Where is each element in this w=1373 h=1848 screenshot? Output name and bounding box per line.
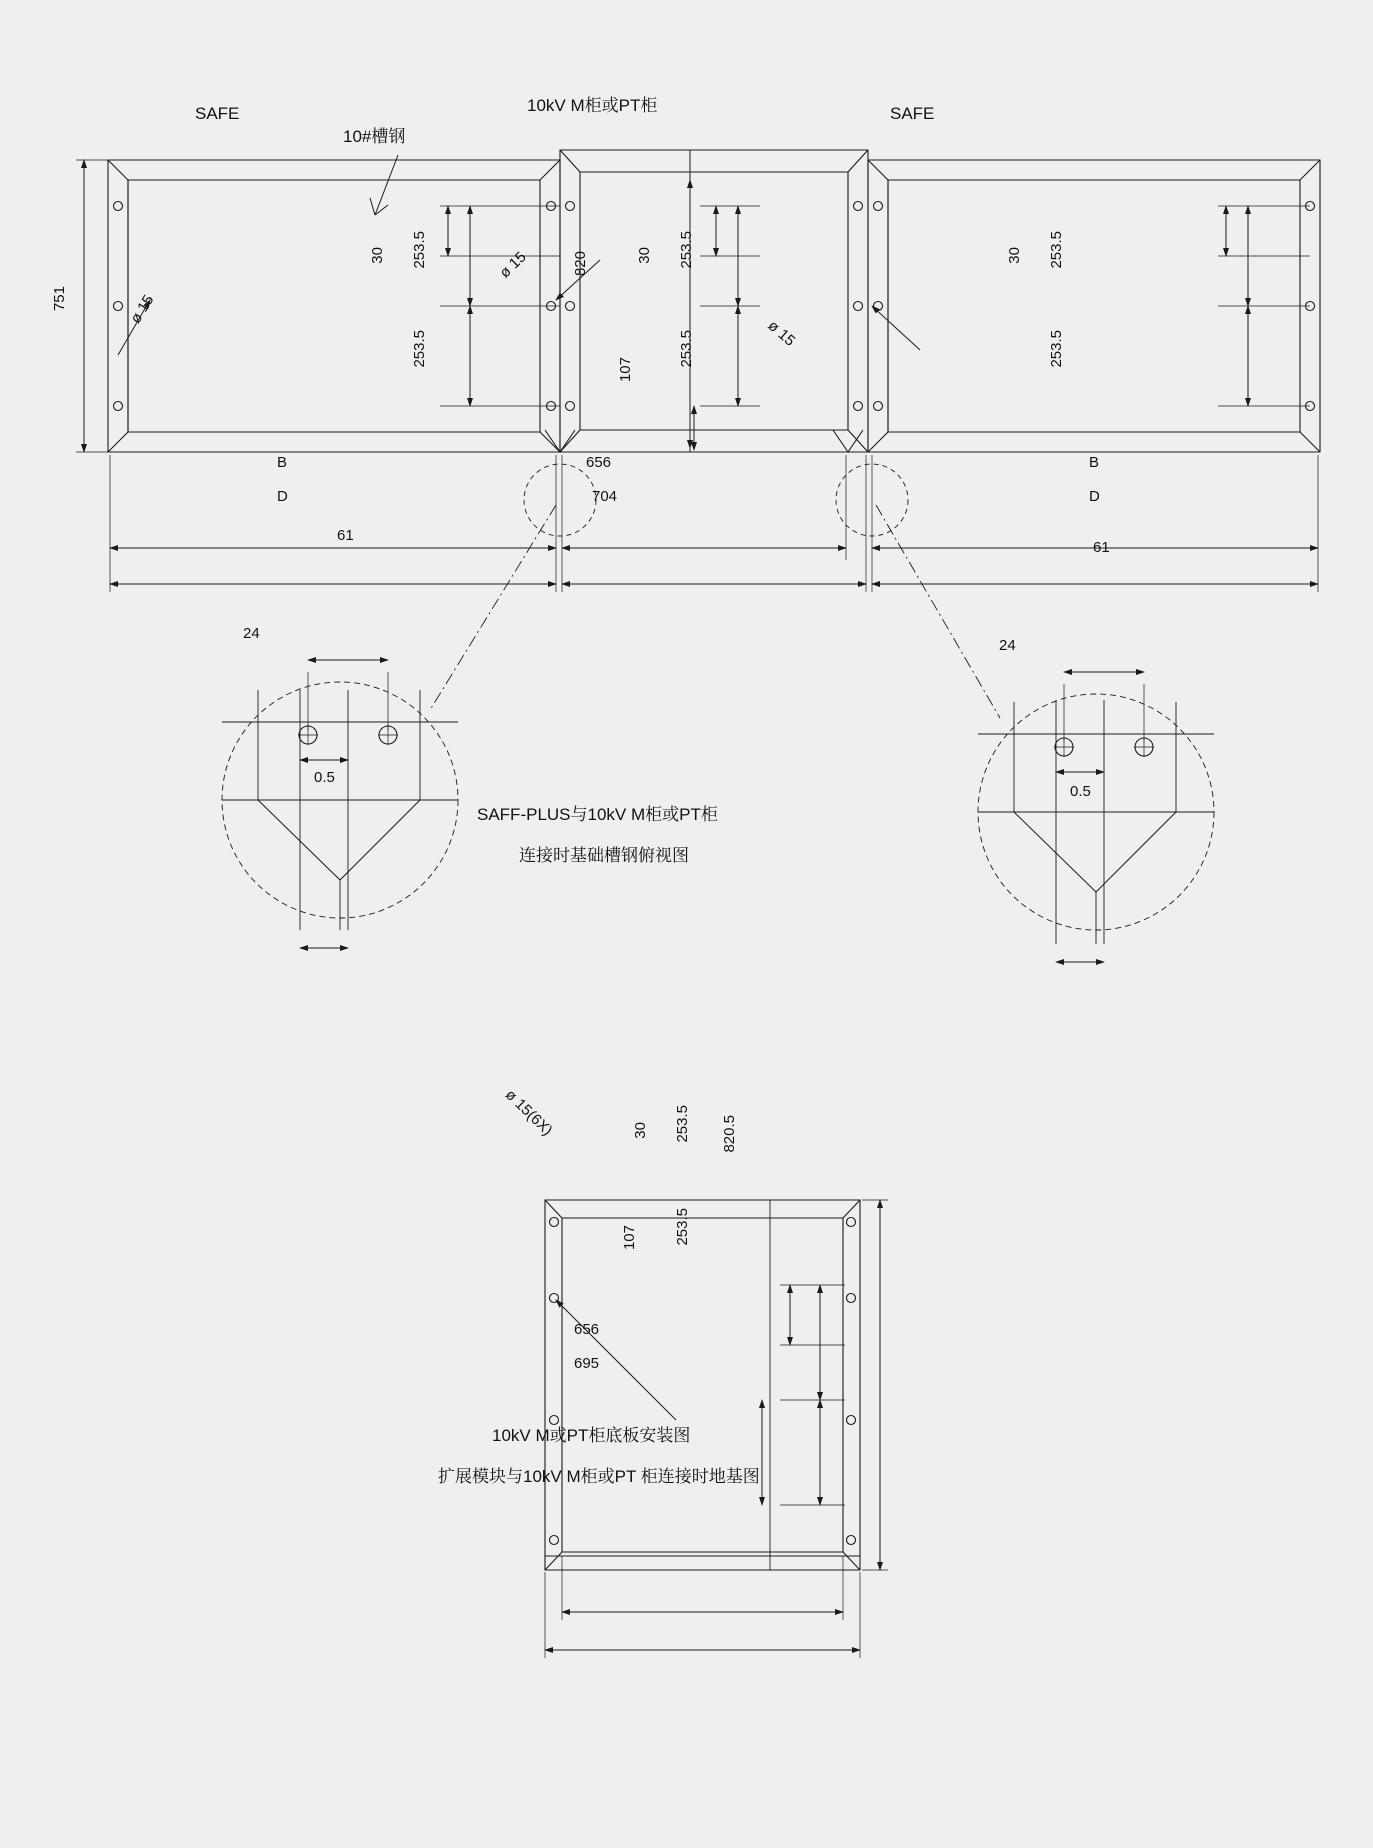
dim-30-right: 30	[636, 247, 653, 264]
detail-right-gap: 0.5	[1070, 783, 1091, 800]
dim-2535-right-top: 253.5	[678, 231, 695, 269]
detail-right-inner: 24	[999, 637, 1016, 654]
dim-656: 656	[586, 454, 612, 471]
top-view-caption-line1: SAFF-PLUS与10kV M柜或PT柜	[477, 805, 718, 824]
detail-left-width: 61	[337, 527, 354, 544]
bottom-dim-2535-bottom: 253.5	[674, 1208, 691, 1246]
dim-2535-right-bottom: 253.5	[678, 330, 695, 368]
dim-left-height: 751	[51, 286, 68, 312]
channel-steel-label: 10#槽钢	[343, 127, 406, 146]
dim-2535-far-right-top: 253.5	[1048, 231, 1065, 269]
bottom-dim-695: 695	[574, 1355, 600, 1372]
hole-dia-left-icon: ø 15	[127, 292, 158, 327]
dim-d-left: D	[277, 488, 288, 505]
dim-107: 107	[617, 357, 634, 383]
bottom-dim-30: 30	[632, 1122, 649, 1139]
bottom-hole-dia-icon: ø 15(6X)	[501, 1086, 556, 1140]
bottom-dim-656: 656	[574, 1321, 600, 1338]
dim-2535-far-right-bottom: 253.5	[1048, 330, 1065, 368]
detail-left-inner: 24	[243, 625, 260, 642]
dim-704: 704	[592, 488, 618, 505]
detail-left-gap: 0.5	[314, 769, 335, 786]
bottom-dim-2535-top: 253.5	[674, 1105, 691, 1143]
bottom-view-caption-line1: 10kV M或PT柜底板安装图	[492, 1426, 691, 1445]
bottom-dim-107: 107	[621, 1225, 638, 1251]
left-cabinet-label: SAFE	[195, 104, 240, 123]
dim-b-right: B	[1089, 454, 1100, 471]
top-view-caption-line2: 连接时基础槽钢俯视图	[519, 846, 689, 865]
dim-d-right: D	[1089, 488, 1100, 505]
right-cabinet-label: SAFE	[890, 104, 935, 123]
center-cabinet-label: 10kV M柜或PT柜	[527, 96, 658, 115]
dim-b-left: B	[277, 454, 288, 471]
bottom-view-caption-line2: 扩展模块与10kV M柜或PT 柜连接时地基图	[438, 1467, 760, 1486]
dim-2535-left-top: 253.5	[411, 231, 428, 269]
bottom-dim-height: 820.5	[721, 1115, 738, 1153]
dim-30-left: 30	[369, 247, 386, 264]
hole-dia-center-right-icon: ø 15	[764, 317, 799, 350]
dim-2535-left-bottom: 253.5	[411, 330, 428, 368]
dim-30-far-right: 30	[1006, 247, 1023, 264]
dim-center-height: 820	[572, 251, 589, 277]
detail-right-width: 61	[1093, 539, 1110, 556]
hole-dia-center-icon: ø 15	[496, 248, 530, 282]
